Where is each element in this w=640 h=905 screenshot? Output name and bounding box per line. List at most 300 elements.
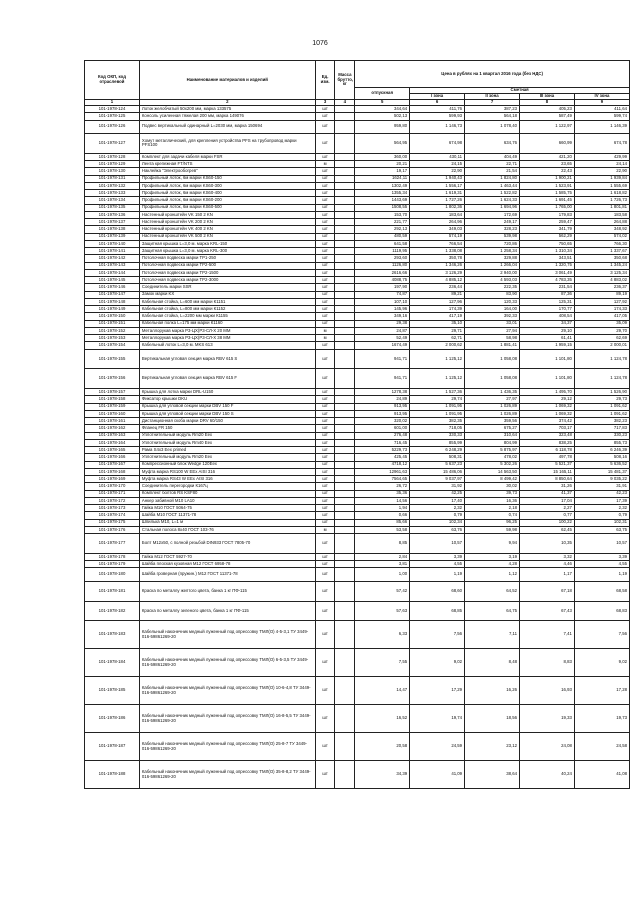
row-zone-4-price: 6 246,39 (574, 447, 629, 454)
row-mass (335, 190, 355, 197)
row-zone-1-price: 183,64 (410, 211, 465, 218)
table-row (85, 733, 630, 761)
row-zone-1-price: 68,60 (410, 581, 465, 601)
row-release-price: 34,39 (355, 761, 410, 789)
row-zone-3-price: 421,20 (520, 153, 575, 160)
row-zone-3-price: 1 585,75 (520, 190, 575, 197)
row-unit: шт (315, 190, 335, 197)
row-name: Уплотнительный модуль Rm20 Еех (139, 432, 315, 439)
row-release-price: 14,47 (355, 677, 410, 705)
row-unit: шт (315, 410, 335, 417)
row-name: Рама S4х3 Еех primed (139, 447, 315, 454)
row-zone-1-price: 3 126,29 (410, 269, 465, 276)
row-mass (335, 211, 355, 218)
row-code: 101-1978-149 (85, 306, 140, 313)
row-zone-4-price: 1 555,69 (574, 182, 629, 189)
row-zone-2-price: 8,48 (465, 649, 520, 677)
row-unit: шт (315, 425, 335, 432)
row-zone-1-price: 330,33 (410, 432, 465, 439)
row-zone-4-price: 41,08 (574, 761, 629, 789)
row-zone-1-price: 1 091,95 (410, 403, 465, 410)
table-row (85, 534, 630, 554)
row-name: Уплотнительный модуль Rm40 Еех (139, 439, 315, 446)
row-zone-3-price: 15 165,11 (520, 468, 575, 475)
row-unit: шт (315, 175, 335, 182)
column-number: 8 (520, 100, 575, 106)
row-zone-4-price: 1 091,62 (574, 403, 629, 410)
row-mass (335, 410, 355, 417)
row-mass (335, 320, 355, 327)
row-zone-4-price: 29,73 (574, 396, 629, 403)
row-name: Муфта марка RS100 W ЕЕх AISI 316 (139, 468, 315, 475)
row-mass (335, 161, 355, 168)
row-zone-1-price: 417,19 (410, 313, 465, 320)
row-zone-3-price: 29,12 (520, 396, 575, 403)
table-row (85, 553, 630, 560)
row-code: 101-1978-154 (85, 342, 140, 349)
row-mass (335, 342, 355, 349)
row-mass (335, 425, 355, 432)
row-unit: шт (315, 512, 335, 519)
row-name: Анкер забивной М10 LA10 (139, 497, 315, 504)
table-row (85, 226, 630, 233)
row-code: 101-1978-152 (85, 327, 140, 334)
row-name: Соединитель перегородки К167ц (139, 483, 315, 490)
column-number: 2 (139, 100, 315, 106)
row-zone-1-price: 574,19 (410, 233, 465, 240)
row-zone-3-price: 7,41 (520, 621, 575, 649)
table-row (85, 269, 630, 276)
row-unit: шт (315, 306, 335, 313)
row-zone-3-price: 16,93 (520, 677, 575, 705)
row-zone-4-price: 717,83 (574, 425, 629, 432)
row-release-price: 20,21 (355, 161, 410, 168)
row-name: Металлорукав марка Р3-ЦХ(Р3-СЛ-Х 38 ММ (139, 335, 315, 342)
row-unit: шт (315, 403, 335, 410)
row-zone-4-price: 42,23 (574, 490, 629, 497)
row-name: Наклейка "Электрообогрев" (139, 168, 315, 175)
row-zone-4-price: 1 939,84 (574, 175, 629, 182)
table-row (85, 677, 630, 705)
row-zone-4-price: 183,58 (574, 211, 629, 218)
row-name: Профильный лоток, 6м марки KS60-500 (139, 204, 315, 211)
row-zone-1-price: 102,34 (410, 519, 465, 526)
table-row (85, 483, 630, 490)
row-release-price: 35,36 (355, 490, 410, 497)
row-mass (335, 153, 355, 160)
row-name: Комплект болтов RS KSF80 (139, 490, 315, 497)
row-zone-2-price: 8 499,42 (465, 476, 520, 483)
row-release-price: 959,80 (355, 120, 410, 134)
row-zone-2-price: 27,94 (465, 327, 520, 334)
row-unit: шт (315, 461, 335, 468)
row-zone-2-price: 675,27 (465, 425, 520, 432)
row-zone-4-price: 15 481,37 (574, 468, 629, 475)
row-mass (335, 761, 355, 789)
row-name: Гайка М10 ГОСТ 5064-75 (139, 505, 315, 512)
row-name: Защитная крышка L=3,0 м. марка KRL-300 (139, 248, 315, 255)
row-zone-4-price: 855,73 (574, 439, 629, 446)
table-row (85, 505, 630, 512)
row-code: 101-1978-167 (85, 461, 140, 468)
row-code: 101-1978-162 (85, 425, 140, 432)
row-zone-2-price: 83,90 (465, 291, 520, 298)
column-number: 4 (335, 100, 355, 106)
row-release-price: 85,66 (355, 519, 410, 526)
header-estimate-price: Сметная (410, 88, 630, 94)
row-zone-2-price: 5 875,97 (465, 447, 520, 454)
table-row (85, 134, 630, 154)
row-name: Кабельная полка L=175 мм марки К1160 (139, 320, 315, 327)
row-zone-3-price: 1 310,34 (520, 248, 575, 255)
table-row (85, 468, 630, 475)
row-mass (335, 534, 355, 554)
row-mass (335, 454, 355, 461)
row-zone-1-price: 674,98 (410, 134, 465, 154)
row-release-price: 601,00 (355, 425, 410, 432)
row-unit: шт (315, 262, 335, 269)
row-code: 101-1978-134 (85, 197, 140, 204)
table-row (85, 335, 630, 342)
table-row (85, 526, 630, 533)
row-zone-3-price: 323,48 (520, 432, 575, 439)
row-release-price: 564,95 (355, 134, 410, 154)
row-release-price: 480,59 (355, 233, 410, 240)
row-zone-2-price: 120,33 (465, 298, 520, 305)
row-code: 101-1978-161 (85, 418, 140, 425)
row-zone-3-price: 1 101,80 (520, 349, 575, 369)
row-unit: шт (315, 677, 335, 705)
row-unit: шт (315, 534, 335, 554)
header-code: Код ОКП, код отраслевой (85, 61, 140, 100)
row-zone-4-price: 1 091,62 (574, 410, 629, 417)
row-zone-2-price: 478,02 (465, 454, 520, 461)
row-zone-1-price: 855,99 (410, 439, 465, 446)
row-code: 101-1978-159 (85, 403, 140, 410)
row-mass (335, 705, 355, 733)
row-zone-4-price: 1 526,90 (574, 389, 629, 396)
row-zone-2-price: 328,23 (465, 226, 520, 233)
row-unit: шт (315, 255, 335, 262)
row-zone-1-price: 89,21 (410, 291, 465, 298)
row-unit: шт (315, 497, 335, 504)
row-zone-4-price: 102,31 (574, 519, 629, 526)
table-row (85, 561, 630, 568)
row-code: 101-1978-135 (85, 204, 140, 211)
row-code: 101-1978-146 (85, 284, 140, 291)
row-name: Кабельная стойка, L=2200 мм марки К1155 (139, 313, 315, 320)
row-name: Фланец FR 150 (139, 425, 315, 432)
row-code: 101-1978-127 (85, 134, 140, 154)
table-row (85, 298, 630, 305)
row-unit: шт (315, 204, 335, 211)
row-name: Болт М12х50, с полной резьбой DIN933 ГОСТ 7805-70 (139, 534, 315, 554)
row-release-price: 5229,73 (355, 447, 410, 454)
row-name: Консоль усиленная тяжелая 200 мм, марка 149076 (139, 113, 315, 120)
row-zone-2-price: 27,97 (465, 396, 520, 403)
row-release-price: 26,72 (355, 483, 410, 490)
row-code: 101-1978-160 (85, 410, 140, 417)
row-name: Потолочная подвеска марки ТР2-500 (139, 262, 315, 269)
row-zone-1-price: 508,31 (410, 454, 465, 461)
row-zone-1-price: 1,19 (410, 568, 465, 582)
row-zone-2-price: 59,98 (465, 526, 520, 533)
header-mass: Масса брутто, кг (335, 61, 355, 100)
row-release-price: 7,55 (355, 649, 410, 677)
row-zone-2-price: 222,35 (465, 284, 520, 291)
row-zone-3-price: 374,42 (520, 418, 575, 425)
row-unit: шт (315, 240, 335, 247)
row-name: Кабельный лоток L=3,0 м. MKS 613 (139, 342, 315, 349)
row-zone-1-price: 6 248,29 (410, 447, 465, 454)
row-zone-3-price: 1 765,00 (520, 204, 575, 211)
row-unit: шт (315, 233, 335, 240)
row-mass (335, 677, 355, 705)
table-row (85, 320, 630, 327)
row-zone-1-price: 63,76 (410, 526, 465, 533)
row-zone-3-price: 3,32 (520, 553, 575, 560)
row-unit: м (315, 327, 335, 334)
row-zone-1-price: 349,03 (410, 226, 465, 233)
row-release-price: 1,00 (355, 568, 410, 582)
row-release-price: 74,87 (355, 291, 410, 298)
row-zone-2-price: 1 881,41 (465, 342, 520, 349)
row-zone-4-price: 330,23 (574, 432, 629, 439)
row-unit: шт (315, 505, 335, 512)
row-mass (335, 581, 355, 601)
table-row (85, 389, 630, 396)
row-code: 101-1978-150 (85, 313, 140, 320)
row-zone-2-price: 30,02 (465, 483, 520, 490)
row-zone-1-price: 1 338,08 (410, 248, 465, 255)
header-zone-4: IV зона (574, 94, 629, 100)
row-zone-1-price: 22,90 (410, 168, 465, 175)
row-release-price: 1443,69 (355, 197, 410, 204)
row-zone-4-price: 1 618,82 (574, 190, 629, 197)
row-zone-3-price: 4,46 (520, 561, 575, 568)
column-number: 6 (410, 100, 465, 106)
row-code: 101-1978-156 (85, 369, 140, 389)
row-zone-4-price: 22,90 (574, 168, 629, 175)
row-zone-1-price: 9,02 (410, 649, 465, 677)
column-number: 9 (574, 100, 629, 106)
row-zone-4-price: 17,28 (574, 677, 629, 705)
row-zone-2-price: 310,64 (465, 432, 520, 439)
row-unit: шт (315, 389, 335, 396)
row-zone-3-price: 67,18 (520, 581, 575, 601)
row-zone-3-price: 1 101,80 (520, 369, 575, 389)
row-mass (335, 349, 355, 369)
row-zone-4-price: 10,57 (574, 534, 629, 554)
row-code: 101-1978-141 (85, 248, 140, 255)
row-code: 101-1978-171 (85, 490, 140, 497)
row-mass (335, 403, 355, 410)
row-zone-2-price: 22,71 (465, 161, 520, 168)
table-row (85, 255, 630, 262)
row-release-price: 52,49 (355, 335, 410, 342)
row-code: 101-1978-133 (85, 190, 140, 197)
row-unit: шт (315, 349, 335, 369)
table-row (85, 425, 630, 432)
row-name: Настенный кронштейн VK 500 2 KN (139, 233, 315, 240)
row-code: 101-1978-186 (85, 705, 140, 733)
row-unit: шт (315, 447, 335, 454)
row-zone-1-price: 24,59 (410, 733, 465, 761)
row-zone-4-price: 7,56 (574, 621, 629, 649)
row-zone-2-price: 164,00 (465, 306, 520, 313)
row-mass (335, 733, 355, 761)
row-zone-2-price: 21,54 (465, 168, 520, 175)
row-zone-1-price: 2,32 (410, 505, 465, 512)
row-mass (335, 483, 355, 490)
row-zone-4-price: 1 801,81 (574, 204, 629, 211)
row-release-price: 913,95 (355, 403, 410, 410)
row-unit: шт (315, 277, 335, 284)
row-name: Муфта марка RS43 W ЕЕх AISI 316 (139, 476, 315, 483)
row-code: 101-1978-143 (85, 262, 140, 269)
price-table (84, 60, 630, 789)
row-mass (335, 197, 355, 204)
row-mass (335, 182, 355, 189)
row-release-price: 24,87 (355, 327, 410, 334)
row-unit: шт (315, 298, 335, 305)
table-row (85, 761, 630, 789)
row-zone-4-price: 3,39 (574, 553, 629, 560)
row-code: 101-1978-158 (85, 396, 140, 403)
table-row (85, 168, 630, 175)
row-zone-3-price: 1 900,21 (520, 175, 575, 182)
row-mass (335, 120, 355, 134)
row-code: 101-1978-153 (85, 335, 140, 342)
row-zone-4-price: 89,19 (574, 291, 629, 298)
row-zone-4-price: 599,74 (574, 113, 629, 120)
row-zone-2-price: 634,76 (465, 134, 520, 154)
row-unit: шт (315, 468, 335, 475)
table-row (85, 519, 630, 526)
table-row (85, 432, 630, 439)
row-zone-1-price: 42,25 (410, 490, 465, 497)
row-zone-4-price: 62,69 (574, 335, 629, 342)
row-unit: шт (315, 226, 335, 233)
row-zone-4-price: 29,70 (574, 327, 629, 334)
row-release-price: 0,66 (355, 512, 410, 519)
row-zone-2-price: 392,33 (465, 313, 520, 320)
row-zone-2-price: 2 940,00 (465, 269, 520, 276)
row-name: Металлорукав марка Р3-ЦХ(Р3-СЛ-Х 20 ММ (139, 327, 315, 334)
row-code: 101-1978-157 (85, 389, 140, 396)
table-row (85, 396, 630, 403)
column-number: 3 (315, 100, 335, 106)
header-zone-3: III зона (520, 94, 575, 100)
row-release-price: 16,52 (355, 705, 410, 733)
row-unit: шт (315, 561, 335, 568)
row-zone-2-price: 172,69 (465, 211, 520, 218)
row-zone-4-price: 429,99 (574, 153, 629, 160)
row-zone-1-price: 1 940,43 (410, 175, 465, 182)
row-release-price: 107,10 (355, 298, 410, 305)
row-release-price: 8,85 (355, 534, 410, 554)
row-zone-1-price: 35,10 (410, 320, 465, 327)
row-name: Шайба М10 ГОСТ 11371-78 (139, 512, 315, 519)
row-mass (335, 561, 355, 568)
row-unit: шт (315, 705, 335, 733)
row-zone-3-price: 497,78 (520, 454, 575, 461)
row-release-price: 14,56 (355, 497, 410, 504)
row-name: Лента крепежная FT/NTS (139, 161, 315, 168)
row-code: 101-1978-145 (85, 277, 140, 284)
row-zone-3-price: 100,22 (520, 519, 575, 526)
row-zone-1-price: 17,40 (410, 497, 465, 504)
row-zone-1-price: 62,71 (410, 335, 465, 342)
row-zone-2-price: 58,98 (465, 335, 520, 342)
row-unit: шт (315, 396, 335, 403)
row-zone-1-price: 127,96 (410, 298, 465, 305)
table-row (85, 204, 630, 211)
row-zone-1-price: 382,35 (410, 418, 465, 425)
row-code: 101-1978-137 (85, 219, 140, 226)
row-name: Краска по металлу зеленого цвета, банка 1 кг ПФ-115 (139, 601, 315, 621)
row-name: Кабельный наконечник медный луженный под опрессовку ТМЛ(О) 4-5-3,1 ТУ 3449-016-59861269-20 (139, 621, 315, 649)
row-release-price: 641,58 (355, 240, 410, 247)
row-zone-1-price: 19,74 (410, 705, 465, 733)
row-code: 101-1978-155 (85, 349, 140, 369)
header-name: Наименование материалов и изделий (139, 61, 315, 100)
row-code: 101-1978-177 (85, 534, 140, 554)
row-mass (335, 553, 355, 560)
row-zone-4-price: 17,39 (574, 497, 629, 504)
row-zone-1-price: 9 037,97 (410, 476, 465, 483)
row-release-price: 941,71 (355, 369, 410, 389)
row-unit: шт (315, 418, 335, 425)
row-zone-4-price: 4,55 (574, 561, 629, 568)
row-zone-1-price: 1 346,26 (410, 262, 465, 269)
row-release-price: 12961,63 (355, 468, 410, 475)
row-zone-3-price: 341,79 (520, 226, 575, 233)
price-table-body (85, 106, 630, 789)
header-zone-2: II зона (465, 94, 520, 100)
row-name: Комплект для задачи кабеля марки FSR (139, 153, 315, 160)
row-unit: шт (315, 197, 335, 204)
row-zone-2-price: 1 266,04 (465, 262, 520, 269)
row-zone-1-price: 174,39 (410, 306, 465, 313)
table-row (85, 410, 630, 417)
table-row (85, 403, 630, 410)
row-mass (335, 168, 355, 175)
row-mass (335, 476, 355, 483)
table-row (85, 601, 630, 621)
row-mass (335, 327, 355, 334)
row-unit: шт (315, 106, 335, 113)
row-zone-3-price: 6 118,78 (520, 447, 575, 454)
table-row (85, 219, 630, 226)
row-code: 101-1978-132 (85, 182, 140, 189)
row-zone-4-price: 2,32 (574, 505, 629, 512)
row-release-price: 1,94 (355, 505, 410, 512)
row-zone-4-price: 264,88 (574, 219, 629, 226)
row-release-price: 29,38 (355, 320, 410, 327)
row-zone-1-price: 1 091,95 (410, 410, 465, 417)
row-zone-3-price: 61,41 (520, 335, 575, 342)
row-zone-4-price: 174,33 (574, 306, 629, 313)
table-row (85, 454, 630, 461)
row-unit: шт (315, 134, 335, 154)
row-zone-1-price: 599,93 (410, 113, 465, 120)
row-zone-3-price: 22,43 (520, 168, 575, 175)
row-mass (335, 106, 355, 113)
row-zone-1-price: 236,44 (410, 284, 465, 291)
row-zone-3-price: 19,33 (520, 705, 575, 733)
table-row (85, 153, 630, 160)
